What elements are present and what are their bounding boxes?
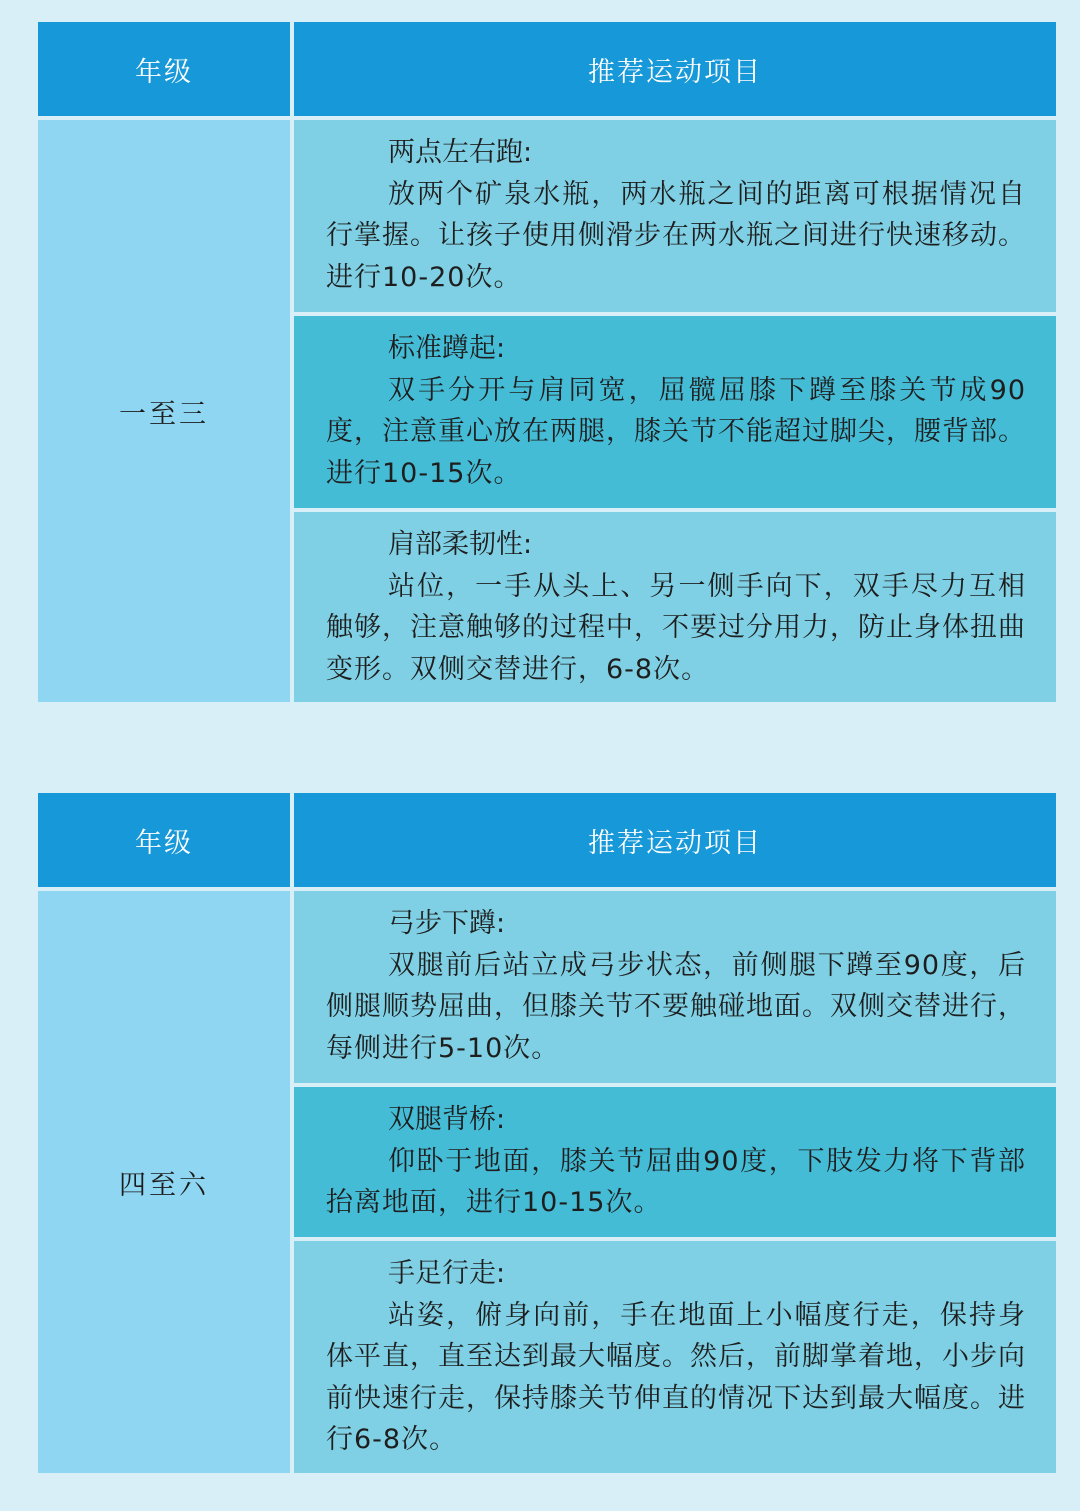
exercise-name: 弓步下蹲: [388,908,506,939]
exercise-description: 站位，一手从头上、另一侧手向下，双手尽力互相触够，注意触够的过程中，不要过分用力，防止身体扭曲变形。双侧交替进行，6-8次。 [326,570,1026,685]
exercise-name: 肩部柔韧性: [388,529,533,560]
grade-cell: 一至三 [38,116,294,702]
header-grade: 年级 [38,793,294,887]
header-grade: 年级 [38,22,294,116]
exercise-description: 放两个矿泉水瓶，两水瓶之间的距离可根据情况自行掌握。让孩子使用侧滑步在两水瓶之间进行快速移动。进行10-20次。 [326,178,1026,293]
header-recommended-exercises: 推荐运动项目 [294,793,1056,887]
exercise-description: 仰卧于地面，膝关节屈曲90度，下肢发力将下背部抬离地面，进行10-15次。 [326,1145,1026,1218]
exercise-name: 手足行走: [388,1258,506,1289]
exercise-item [294,508,1056,702]
exercise-item [294,312,1056,508]
exercise-description: 双手分开与肩同宽，屈髋屈膝下蹲至膝关节成90度，注意重心放在两腿，膝关节不能超过脚尖，腰背部。进行10-15次。 [326,374,1026,489]
exercise-description: 双腿前后站立成弓步状态，前侧腿下蹲至90度，后侧腿顺势屈曲，但膝关节不要触碰地面。双侧交替进行，每侧进行5-10次。 [326,949,1026,1064]
exercise-list [294,887,1056,1473]
exercise-list [294,116,1056,702]
exercise-name: 标准蹲起: [388,333,506,364]
exercise-item [294,1237,1056,1473]
exercise-description: 站姿，俯身向前，手在地面上小幅度行走，保持身体平直，直至达到最大幅度。然后，前脚掌着地，小步向前快速行走，保持膝关节伸直的情况下达到最大幅度。进行6-8次。 [326,1299,1026,1455]
grade-cell: 四至六 [38,887,294,1473]
exercise-item [294,1083,1056,1237]
exercise-item [294,887,1056,1083]
exercise-item [294,116,1056,312]
exercise-table-grade-4-6 [38,793,1056,1473]
exercise-table-grade-1-3 [38,22,1056,702]
exercise-name: 双腿背桥: [388,1104,506,1135]
header-recommended-exercises: 推荐运动项目 [294,22,1056,116]
exercise-name: 两点左右跑: [388,137,533,168]
